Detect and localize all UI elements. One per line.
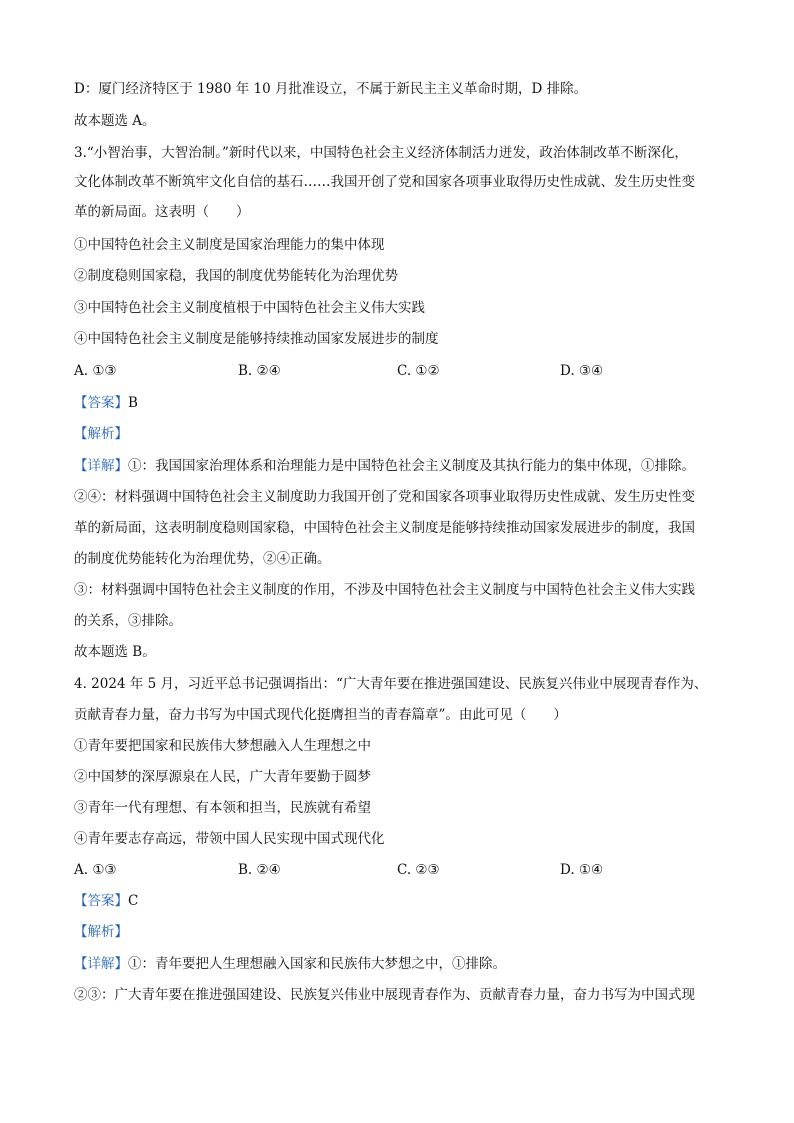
q3-stem-line-3: 革的新局面。这表明（ ） — [74, 204, 250, 220]
q3-conclusion: 故本题选 B。 — [74, 644, 156, 660]
q3-detail-line-5: ③：材料强调中国特色社会主义制度的作用，不涉及中国特色社会主义制度与中国特色社会主义伟大实践 — [74, 582, 695, 598]
q3-statement-3: ③中国特色社会主义制度植根于中国特色社会主义伟大实践 — [74, 300, 425, 316]
q3-detail-line-6: 的关系，③排除。 — [74, 613, 182, 629]
q4-stem-line-1: 4. 2024 年 5 月，习近平总书记强调指出：“广大青年要在推进强国建设、民族复兴伟业中展现青春作为、 — [74, 676, 708, 692]
q4-statement-1: ①青年要把国家和民族伟大梦想融入人生理想之中 — [74, 738, 371, 754]
q4-option-a: A. ①③ — [74, 862, 117, 878]
q3-stem-line-1: 3.“小智治事，大智治制。”新时代以来，中国特色社会主义经济体制活力迸发，政治体制改革不断深化， — [74, 145, 688, 161]
q3-option-b: B. ②④ — [238, 363, 281, 379]
q3-option-d: D. ③④ — [560, 363, 604, 379]
q3-answer — [74, 393, 734, 413]
q4-analysis-label: 【解析】 — [74, 924, 128, 940]
q3-option-c: C. ①② — [397, 363, 440, 379]
q3-detail-line-2: ②④：材料强调中国特色社会主义制度助力我国开创了党和国家各项事业取得历史性成就、发生历史性变 — [74, 489, 695, 505]
q3-detail-line-4: 的制度优势能转化为治理优势，②④正确。 — [74, 551, 331, 567]
q3-statement-1: ①中国特色社会主义制度是国家治理能力的集中体现 — [74, 237, 385, 253]
q3-statement-2: ②制度稳则国家稳，我国的制度优势能转化为治理优势 — [74, 268, 398, 284]
q3-detail-label: 【详解】 — [74, 458, 128, 474]
q2-option-d-explanation: D：厦门经济特区于 1980 年 10 月批准设立，不属于新民主主义革命时期，D 排除。 — [74, 81, 588, 97]
q4-answer-label: 【答案】 — [74, 893, 128, 909]
q4-detail-text-1: ①：青年要把人生理想融入国家和民族伟大梦想之中，①排除。 — [128, 956, 506, 972]
q4-statement-3: ③青年一代有理想、有本领和担当，民族就有希望 — [74, 800, 371, 816]
q3-detail-text-1: ①：我国国家治理体系和治理能力是中国特色社会主义制度及其执行能力的集中体现，①排除。 — [128, 458, 695, 474]
q4-answer-value: C — [128, 893, 139, 909]
q3-answer-label: 【答案】 — [74, 395, 128, 411]
q3-statement-4: ④中国特色社会主义制度是能够持续推动国家发展进步的制度 — [74, 331, 439, 347]
q4-detail-label: 【详解】 — [74, 956, 128, 972]
q4-stem-line-2: 贡献青春力量，奋力书写为中国式现代化挺膺担当的青春篇章”。由此可见（ ） — [74, 707, 567, 723]
q4-statement-2: ②中国梦的深厚源泉在人民，广大青年要勤于圆梦 — [74, 769, 371, 785]
q3-option-a: A. ①③ — [74, 363, 117, 379]
q3-detail-line-3: 革的新局面，这表明制度稳则国家稳，中国特色社会主义制度是能够持续推动国家发展进步的制度，我国 — [74, 520, 695, 536]
q3-detail-line-1 — [74, 456, 734, 476]
q4-detail-line-1 — [74, 954, 734, 974]
q3-stem-line-2: 文化体制改革不断筑牢文化自信的基石……我国开创了党和国家各项事业取得历史性成就、发生历史性变 — [74, 174, 695, 190]
q4-detail-line-2: ②③：广大青年要在推进强国建设、民族复兴伟业中展现青春作为、贡献青春力量，奋力书写为中国式现 — [74, 987, 695, 1003]
q3-analysis-label: 【解析】 — [74, 426, 128, 442]
q4-option-d: D. ①④ — [560, 862, 604, 878]
q4-option-c: C. ②③ — [397, 862, 440, 878]
q4-answer — [74, 891, 734, 911]
q4-option-b: B. ②④ — [238, 862, 281, 878]
q4-statement-4: ④青年要志存高远，带领中国人民实现中国式现代化 — [74, 831, 385, 847]
q3-answer-value: B — [128, 395, 138, 411]
q2-conclusion: 故本题选 A。 — [74, 113, 156, 129]
